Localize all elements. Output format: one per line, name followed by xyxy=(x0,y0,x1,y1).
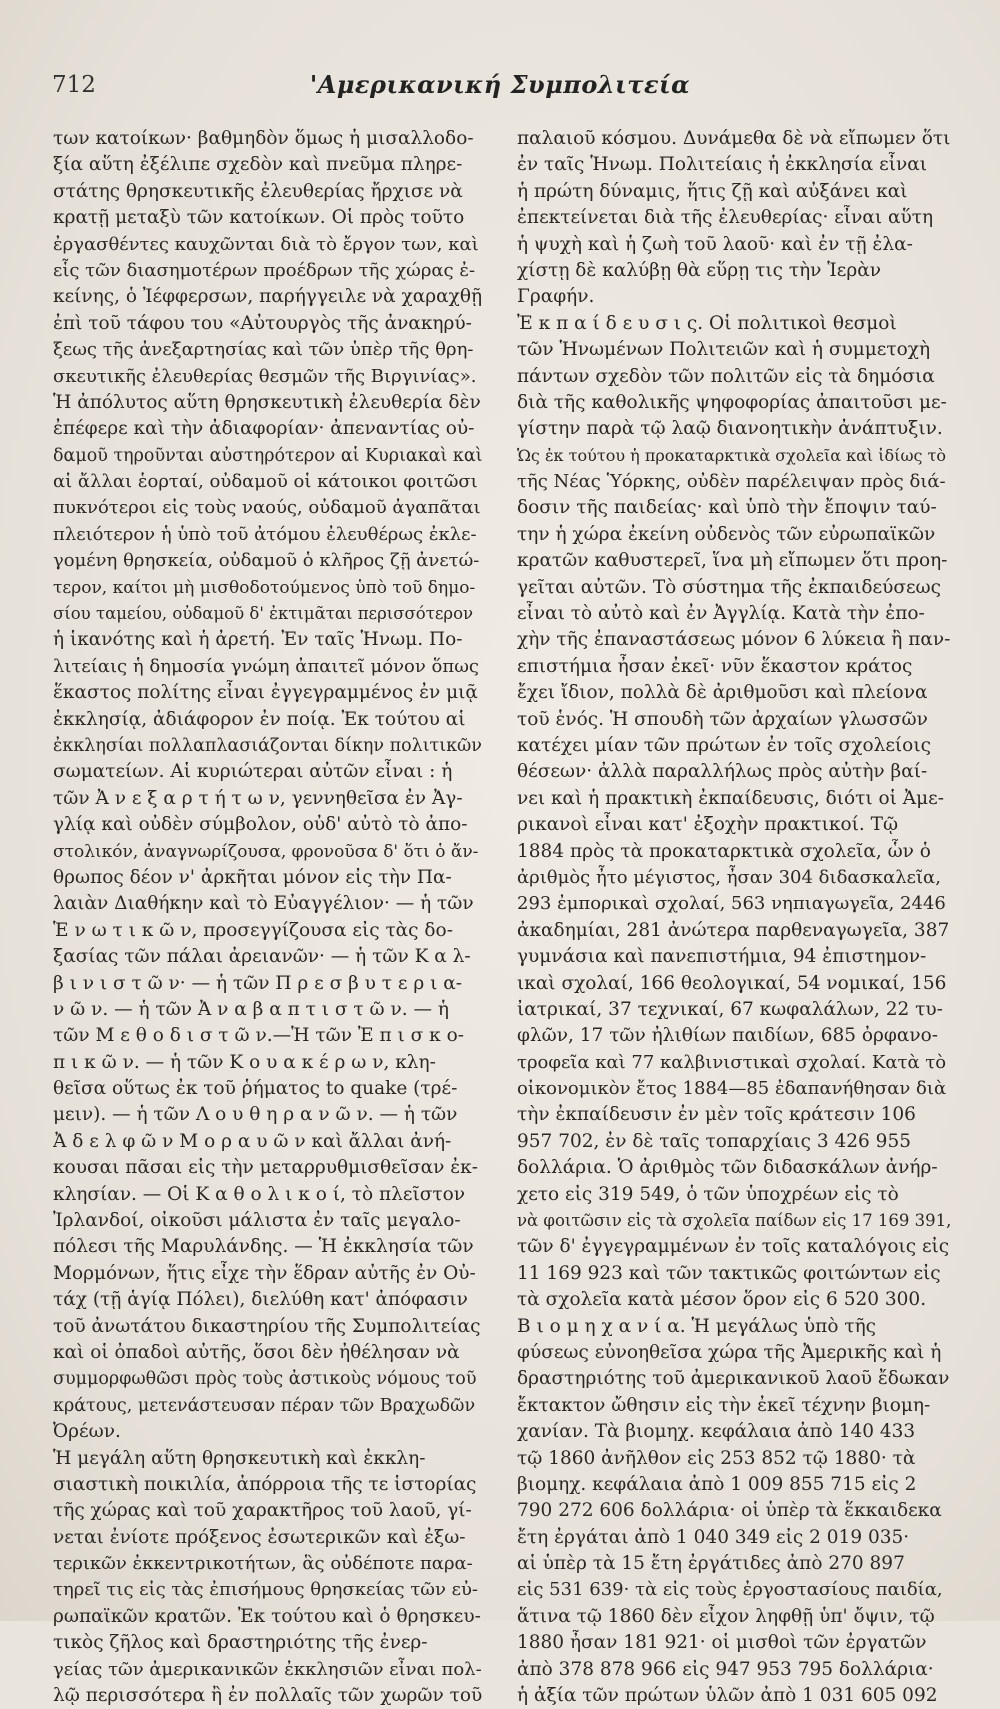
text-line: θεῖσα οὕτως ἐκ τοῦ ῥήματος to quake (τρέ- xyxy=(53,1078,458,1100)
text-line: μειν). — ἡ τῶν Λ ο υ θ η ρ α ν ῶ ν. — ἡ τῶν xyxy=(53,1104,458,1126)
text-line: ἐκκλησίαι πολλαπλασιάζονται δίκην πολιτικῶν xyxy=(53,735,482,756)
text-line: τάχ (τῇ ἁγίᾳ Πόλει), διελύθη κατ' ἀπόφασιν xyxy=(53,1289,468,1311)
text-line: πάντων σχεδὸν τῶν πολιτῶν εἰς τὰ δημόσια xyxy=(517,365,935,387)
text-line: Μορμόνων, ἥτις εἶχε τὴν ἕδραν αὐτῆς ἐν Οὐ- xyxy=(53,1262,476,1284)
text-line: τῆς Νέας Ὑόρκης, οὐδὲν παρέλειψαν πρὸς διά- xyxy=(517,471,946,493)
text-line: οἰκονομικὸν ἔτος 1884—85 ἐδαπανήθησαν διὰ xyxy=(517,1078,947,1100)
text-line: ἔκτακτον ὤθησιν εἰς τὴν ἐκεῖ τέχνην βιομη- xyxy=(517,1394,931,1416)
text-line: ἡ ἀξία τῶν πρώτων ὑλῶν ἀπὸ 1 031 605 092 xyxy=(517,1685,938,1707)
text-line: Ἑ ν ω τ ι κ ῶ ν, προσεγγίζουσα εἰς τὰς δο- xyxy=(53,919,453,941)
text-line: ἀριθμὸς ἦτο μέγιστος, ἦσαν 304 διδασκαλεῖα, xyxy=(517,866,941,888)
text-line: παλαιοῦ κόσμου. Δυνάμεθα δὲ νὰ εἴπωμεν ὅτι xyxy=(517,128,951,149)
text-line: τικὸς ζῆλος καὶ δραστηριότης τῆς ἐνερ- xyxy=(53,1632,428,1654)
text-line: τερον, καίτοι μὴ μισθοδοτούμενος ὑπὸ τοῦ δημο- xyxy=(53,577,476,598)
text-line: ξασίας τῶν πάλαι ἀρειανῶν· — ἡ τῶν Κ α λ- xyxy=(53,946,471,968)
text-line: τοῦ ἑνός. Ἡ σπουδὴ τῶν ἀρχαίων γλωσσῶν xyxy=(517,708,928,730)
text-line: Ἀ δ ε λ φ ῶ ν Μ ο ρ α υ ῶ ν καὶ ἄλλαι ἀνή- xyxy=(53,1130,452,1152)
text-line: διὰ τῆς καθολικῆς ψηφοφορίας ἀπαιτοῦσι με- xyxy=(517,391,947,413)
text-line: ἐπέφερε καὶ τὴν ἀδιαφορίαν· ἀπεναντίας οὐ- xyxy=(53,418,475,440)
text-line: Β ι ο μ η χ α ν ί α. Ἡ μεγάλως ὑπὸ τῆς xyxy=(517,1315,877,1337)
text-line: Ὀρέων. xyxy=(53,1421,121,1443)
text-line: ξία αὕτη ἐξέλιπε σχεδὸν καὶ πνεῦμα πληρε- xyxy=(53,154,463,176)
text-line: κείνης, ὁ Ἰέφφερσων, παρήγγειλε νὰ χαραχθῇ xyxy=(53,286,483,308)
text-line: θέσεων· ἀλλὰ παραλλήλως πρὸς αὐτὴν βαί- xyxy=(517,761,928,783)
text-line: Ἐ κ π α ί δ ε υ σ ι ς. Οἱ πολιτικοὶ θεσμοὶ xyxy=(517,312,897,334)
text-line: 790 272 606 δολλάρια· οἱ ὑπὲρ τὰ ἕκκαιδεκα xyxy=(517,1500,942,1522)
text-line: τὰ σχολεῖα κατὰ μέσον ὅρον εἰς 6 520 300. xyxy=(517,1289,927,1311)
text-line: νει καὶ ἡ πρακτικὴ ἐκπαίδευσις, διότι οἱ Ἀμε- xyxy=(517,787,944,809)
text-line: ἔτη ἐργάται ἀπὸ 1 040 349 εἰς 2 019 035· xyxy=(517,1526,910,1548)
text-line: τῆς χώρας καὶ τοῦ χαρακτῆρος τοῦ λαοῦ, γί- xyxy=(53,1500,472,1522)
text-line: θρωπος δέον ν' ἀρκῆται μόνον εἰς τὴν Πα- xyxy=(53,866,452,888)
text-line: χὴν τῆς ἐπαναστάσεως μόνον 6 λύκεια ἢ παν- xyxy=(517,629,951,651)
text-line: εἰς 531 639· τὰ εἰς τοὺς ἐργοστασίους παιδία, xyxy=(517,1579,943,1601)
text-line: ἀπὸ 378 878 966 εἰς 947 953 795 δολλάρια· xyxy=(517,1658,934,1680)
text-line: δολλάρια. Ὁ ἀριθμὸς τῶν διδασκάλων ἀνήρ- xyxy=(517,1157,938,1179)
text-line: Ὡς ἐκ τούτου ἡ προκαταρκτικὰ σχολεῖα καὶ ἰδίως τὸ xyxy=(517,445,947,465)
text-line: τῶν δ' ἐγγεγραμμένων ἐν τοῖς καταλόγοις εἰς xyxy=(517,1236,950,1258)
text-line: ἐν ταῖς Ἡνωμ. Πολιτείαις ἡ ἐκκλησία εἶναι xyxy=(517,154,927,176)
text-line: 1880 ἦσαν 181 921· οἱ μισθοὶ τῶν ἐργατῶν xyxy=(517,1632,927,1654)
text-line: γυμνάσια καὶ πανεπιστήμια, 94 ἐπιστημον- xyxy=(517,946,927,968)
text-line: γλίᾳ καὶ οὐδὲν σύμβολον, οὐδ' αὐτὸ τὸ ἀπο- xyxy=(53,814,468,836)
text-line: λῷ περισσότερα ἢ ἐν πολλαῖς τῶν χωρῶν τοῦ xyxy=(53,1685,483,1707)
text-line: ἔχει ἴδιον, πολλὰ δὲ ἀριθμοῦσι καὶ πλείονα xyxy=(517,682,928,704)
text-line: κλησίαν. — Οἱ Κ α θ ο λ ι κ ο ί, τὸ πλεῖστον xyxy=(53,1183,465,1205)
text-line: φύσεως εὐνοηθεῖσα χώρα τῆς Ἀμερικῆς καὶ ἡ xyxy=(517,1341,942,1363)
text-line: πυκνότεροι εἰς τοὺς ναούς, οὐδαμοῦ ἀγαπᾶται xyxy=(53,497,481,519)
text-line: ἡ ψυχὴ καὶ ἡ ζωὴ τοῦ λαοῦ· καὶ ἐν τῇ ἐλα- xyxy=(517,233,913,255)
text-line: επιστήμια ἦσαν ἐκεῖ· νῦν ἕκαστον κράτος xyxy=(517,655,913,677)
text-line: καὶ οἱ ὀπαδοὶ αὐτῆς, ὅσοι δὲν ἠθέλησαν νὰ xyxy=(53,1341,460,1363)
right-text-column xyxy=(517,126,951,1709)
text-line: ικαὶ σχολαί, 166 θεολογικαί, 54 νομικαί, 156 xyxy=(517,972,947,994)
text-line: βιομηχ. κεφάλαια ἀπὸ 1 009 855 715 εἰς 2 xyxy=(517,1473,917,1495)
page-header xyxy=(0,68,1000,108)
text-line: γομένη θρησκεία, οὐδαμοῦ ὁ κλῆρος ζῇ ἀνετώ- xyxy=(53,550,480,572)
text-line: σιαστικὴ ποικιλία, ἀπόρροια τῆς τε ἱστορίας xyxy=(53,1473,477,1495)
text-line: νὰ φοιτῶσιν εἰς τὰ σχολεῖα παίδων εἰς 17 169 391, xyxy=(517,1211,951,1231)
text-line: ξεως τῆς ἀνεξαρτησίας καὶ τῶν ὑπὲρ τῆς θρη- xyxy=(53,339,474,361)
text-line: ἐργασθέντες καυχῶνται διὰ τὸ ἔργον των, καὶ xyxy=(53,233,479,255)
text-line: πόλεσι τῆς Μαρυλάνδης. — Ἡ ἐκκλησία τῶν xyxy=(53,1236,474,1258)
text-line: δαμοῦ τηροῦνται αὐστηρότερον αἱ Κυριακαὶ καὶ xyxy=(53,445,483,466)
text-line: β ι ν ι σ τ ῶ ν· — ἡ τῶν Π ρ ε σ β υ τ ε ρ ι α- xyxy=(53,972,463,994)
text-line: κράτους, μετενάστευσαν πέραν τῶν Βραχωδῶν xyxy=(53,1395,476,1416)
text-line: φλῶν, 17 τῶν ἠλιθίων παιδίων, 685 ὀρφανο- xyxy=(517,1025,938,1047)
text-line: ἰατρικαί, 37 τεχνικαί, 67 κωφαλάλων, 22 τυ- xyxy=(517,998,943,1020)
text-line: Γραφήν. xyxy=(517,286,595,308)
text-line: νεται ἐνίοτε πρόξενος ἐσωτερικῶν καὶ ἐξω- xyxy=(53,1526,466,1548)
text-line: σκευτικῆς ἐλευθερίας θεσμῶν τῆς Βιργινίας». xyxy=(53,365,477,387)
text-line: κρατῇ μεταξὺ τῶν κατοίκων. Οἱ πρὸς τοῦτο xyxy=(53,207,465,229)
text-line: κουσαι πᾶσαι εἰς τὴν μεταρρυθμισθεῖσαν ἐκ- xyxy=(53,1157,478,1179)
text-line: 1884 πρὸς τὰ προκαταρκτικὰ σχολεῖα, ὧν ὁ xyxy=(517,840,931,862)
text-line: στολικόν, ἀναγνωρίζουσα, φρονοῦσα δ' ὅτι ὁ ἄν- xyxy=(53,841,479,862)
text-line: ἐπεκτείνεται διὰ τῆς ἐλευθερίας· εἶναι αὕτη xyxy=(517,207,934,229)
text-line: ρικανοὶ εἶναι κατ' ἐξοχὴν πρακτικοί. Τῷ xyxy=(517,814,899,836)
text-line: σίου ταμείου, οὐδαμοῦ δ' ἐκτιμᾶται περισσότερον xyxy=(53,604,474,624)
text-line: χετο εἰς 319 549, ὁ τῶν ὑποχρέων εἰς τὸ xyxy=(517,1183,899,1205)
text-line: τερικῶν ἐκκεντρικοτήτων, ἃς οὐδέποτε παρα- xyxy=(53,1553,473,1575)
text-line: 11 169 923 καὶ τῶν τακτικῶς φοιτώντων εἰς xyxy=(517,1262,941,1284)
text-line: ἐκκλησίᾳ, ἀδιάφορον ἐν ποίᾳ. Ἐκ τούτου αἱ xyxy=(53,708,466,730)
text-line: ρωπαϊκῶν κρατῶν. Ἐκ τούτου καὶ ὁ θρησκευ- xyxy=(53,1605,481,1627)
text-line: 293 ἐμπορικαὶ σχολαί, 563 νηπιαγωγεῖα, 2446 xyxy=(517,893,946,915)
text-line: κρατῶν καθυστερεῖ, ἵνα μὴ εἴπωμεν ὅτι προη- xyxy=(517,550,948,572)
text-line: τὴν ἐκπαίδευσιν ἐν μὲν τοῖς κράτεσιν 106 xyxy=(517,1104,916,1126)
text-line: γίστην παρὰ τῷ λαῷ διανοητικὴν ἀνάπτυξιν. xyxy=(517,418,943,440)
text-line: π ι κ ῶ ν. — ἡ τῶν Κ ο υ α κ έ ρ ω ν, κλη- xyxy=(53,1051,436,1073)
text-line: τροφεῖα καὶ 77 καλβινιστικαὶ σχολαί. Κατὰ τὸ xyxy=(517,1051,947,1073)
text-line: 957 702, ἐν δὲ ταῖς τοπαρχίαις 3 426 955 xyxy=(517,1130,911,1152)
left-text-column xyxy=(53,126,483,1709)
text-line: γείας τῶν ἀμερικανικῶν ἐκκλησιῶν εἶναι πολ- xyxy=(53,1658,482,1680)
text-line: τῶν Ἀ ν ε ξ α ρ τ ή τ ω ν, γεννηθεῖσα ἐν Ἀγ- xyxy=(53,787,463,809)
text-line: δοσιν τῆς παιδείας· καὶ ὑπὸ τὴν ἔποψιν ταύ- xyxy=(517,497,937,519)
text-line: ἐπὶ τοῦ τάφου του «Αὐτουργὸς τῆς ἀνακηρύ- xyxy=(53,312,472,334)
text-line: κατέχει μίαν τῶν πρώτων ἐν τοῖς σχολείοις xyxy=(517,734,931,756)
text-line: αἱ ἄλλαι ἑορταί, οὐδαμοῦ οἱ κάτοικοι φοιτῶσι xyxy=(53,471,478,493)
page-number: 712 xyxy=(52,72,96,98)
text-line: τῷ 1860 ἀνῆλθον εἰς 253 852 τῷ 1880· τὰ xyxy=(517,1447,916,1469)
text-line: δραστηριότης τοῦ ἀμερικανικοῦ λαοῦ ἔδωκαν xyxy=(517,1368,950,1390)
text-line: εἷς τῶν διασημοτέρων προέδρων τῆς χώρας ἐ- xyxy=(53,259,476,281)
text-line: ἅτινα τῷ 1860 δὲν εἶχον ληφθῇ ὑπ' ὄψιν, τῷ xyxy=(517,1605,935,1627)
text-line: χίστῃ δὲ καλύβῃ θὰ εὕρῃ τις τὴν Ἱερὰν xyxy=(517,259,881,281)
text-line: ν ῶ ν. — ἡ τῶν Ἀ ν α β α π τ ι σ τ ῶ ν. — ἡ xyxy=(53,998,449,1020)
text-line: πλειότερον ἡ ὑπὸ τοῦ ἀτόμου ἐλευθέρως ἐκλε- xyxy=(53,523,477,545)
running-title: 'Αμερικανική Συμπολιτεία xyxy=(309,70,691,99)
text-line: λιτείαις ἡ δημοσία γνώμη ἀπαιτεῖ μόνον ὅπως xyxy=(53,655,479,677)
text-line: σωματείων. Αἱ κυριώτεραι αὐτῶν εἶναι : ἡ xyxy=(53,761,453,783)
text-line: συμμορφωθῶσι πρὸς τοὺς ἀστικοὺς νόμους τοῦ xyxy=(53,1369,477,1390)
text-line: ἀκαδημίαι, 281 ἀνώτερα παρθεναγωγεῖα, 387 xyxy=(517,919,950,941)
text-line: Ἰρλανδοί, οἰκοῦσι μάλιστα ἐν ταῖς μεγαλο- xyxy=(53,1210,461,1232)
text-line: την ἡ χώρα ἐκείνη οὐδενὸς τῶν εὐρωπαϊκῶν xyxy=(517,523,936,545)
text-line: χανίαν. Τὰ βιομηχ. κεφάλαια ἀπὸ 140 433 xyxy=(517,1421,916,1443)
text-line: τοῦ ἀνωτάτου δικαστηρίου τῆς Συμπολιτείας xyxy=(53,1315,481,1337)
text-line: τῶν Μ ε θ ο δ ι σ τ ῶ ν.—Ἡ τῶν Ἐ π ι σ κ ο- xyxy=(53,1025,465,1047)
text-line: τῶν Ἡνωμένων Πολιτειῶν καὶ ἡ συμμετοχὴ xyxy=(517,339,931,361)
text-line: λαιὰν Διαθήκην καὶ τὸ Εὐαγγέλιον· — ἡ τῶν xyxy=(53,893,474,915)
text-line: στάτης θρησκευτικῆς ἐλευθερίας ἤρχισε νὰ xyxy=(53,180,463,202)
text-line: των κατοίκων· βαθμηδὸν ὅμως ἡ μισαλλοδο- xyxy=(53,128,474,149)
text-line: αἱ ὑπὲρ τὰ 15 ἔτη ἐργάτιδες ἀπὸ 270 897 xyxy=(517,1553,905,1575)
text-line: γεῖται αὐτῶν. Τὸ σύστημα τῆς ἐκπαιδεύσεως xyxy=(517,576,941,598)
text-line: τηρεῖ τις εἰς τὰς ἐπισήμους θρησκείας τῶν εὐ- xyxy=(53,1579,478,1601)
text-line: ἡ πρώτη δύναμις, ἥτις ζῇ καὶ αὐξάνει καὶ xyxy=(517,180,908,202)
text-line: εἶναι τὸ αὐτὸ καὶ ἐν Ἀγγλίᾳ. Κατὰ τὴν ἐπο- xyxy=(517,603,925,625)
text-line: Ἡ ἀπόλυτος αὕτη θρησκευτικὴ ἐλευθερία δὲν xyxy=(53,391,481,413)
text-line: ἕκαστος πολίτης εἶναι ἐγγεγραμμένος ἐν μιᾷ xyxy=(53,682,478,704)
text-line: Ἡ μεγάλη αὕτη θρησκευτικὴ καὶ ἐκκλη- xyxy=(53,1447,426,1469)
text-line: ἡ ἱκανότης καὶ ἡ ἀρετή. Ἐν ταῖς Ἡνωμ. Πο- xyxy=(53,629,463,651)
